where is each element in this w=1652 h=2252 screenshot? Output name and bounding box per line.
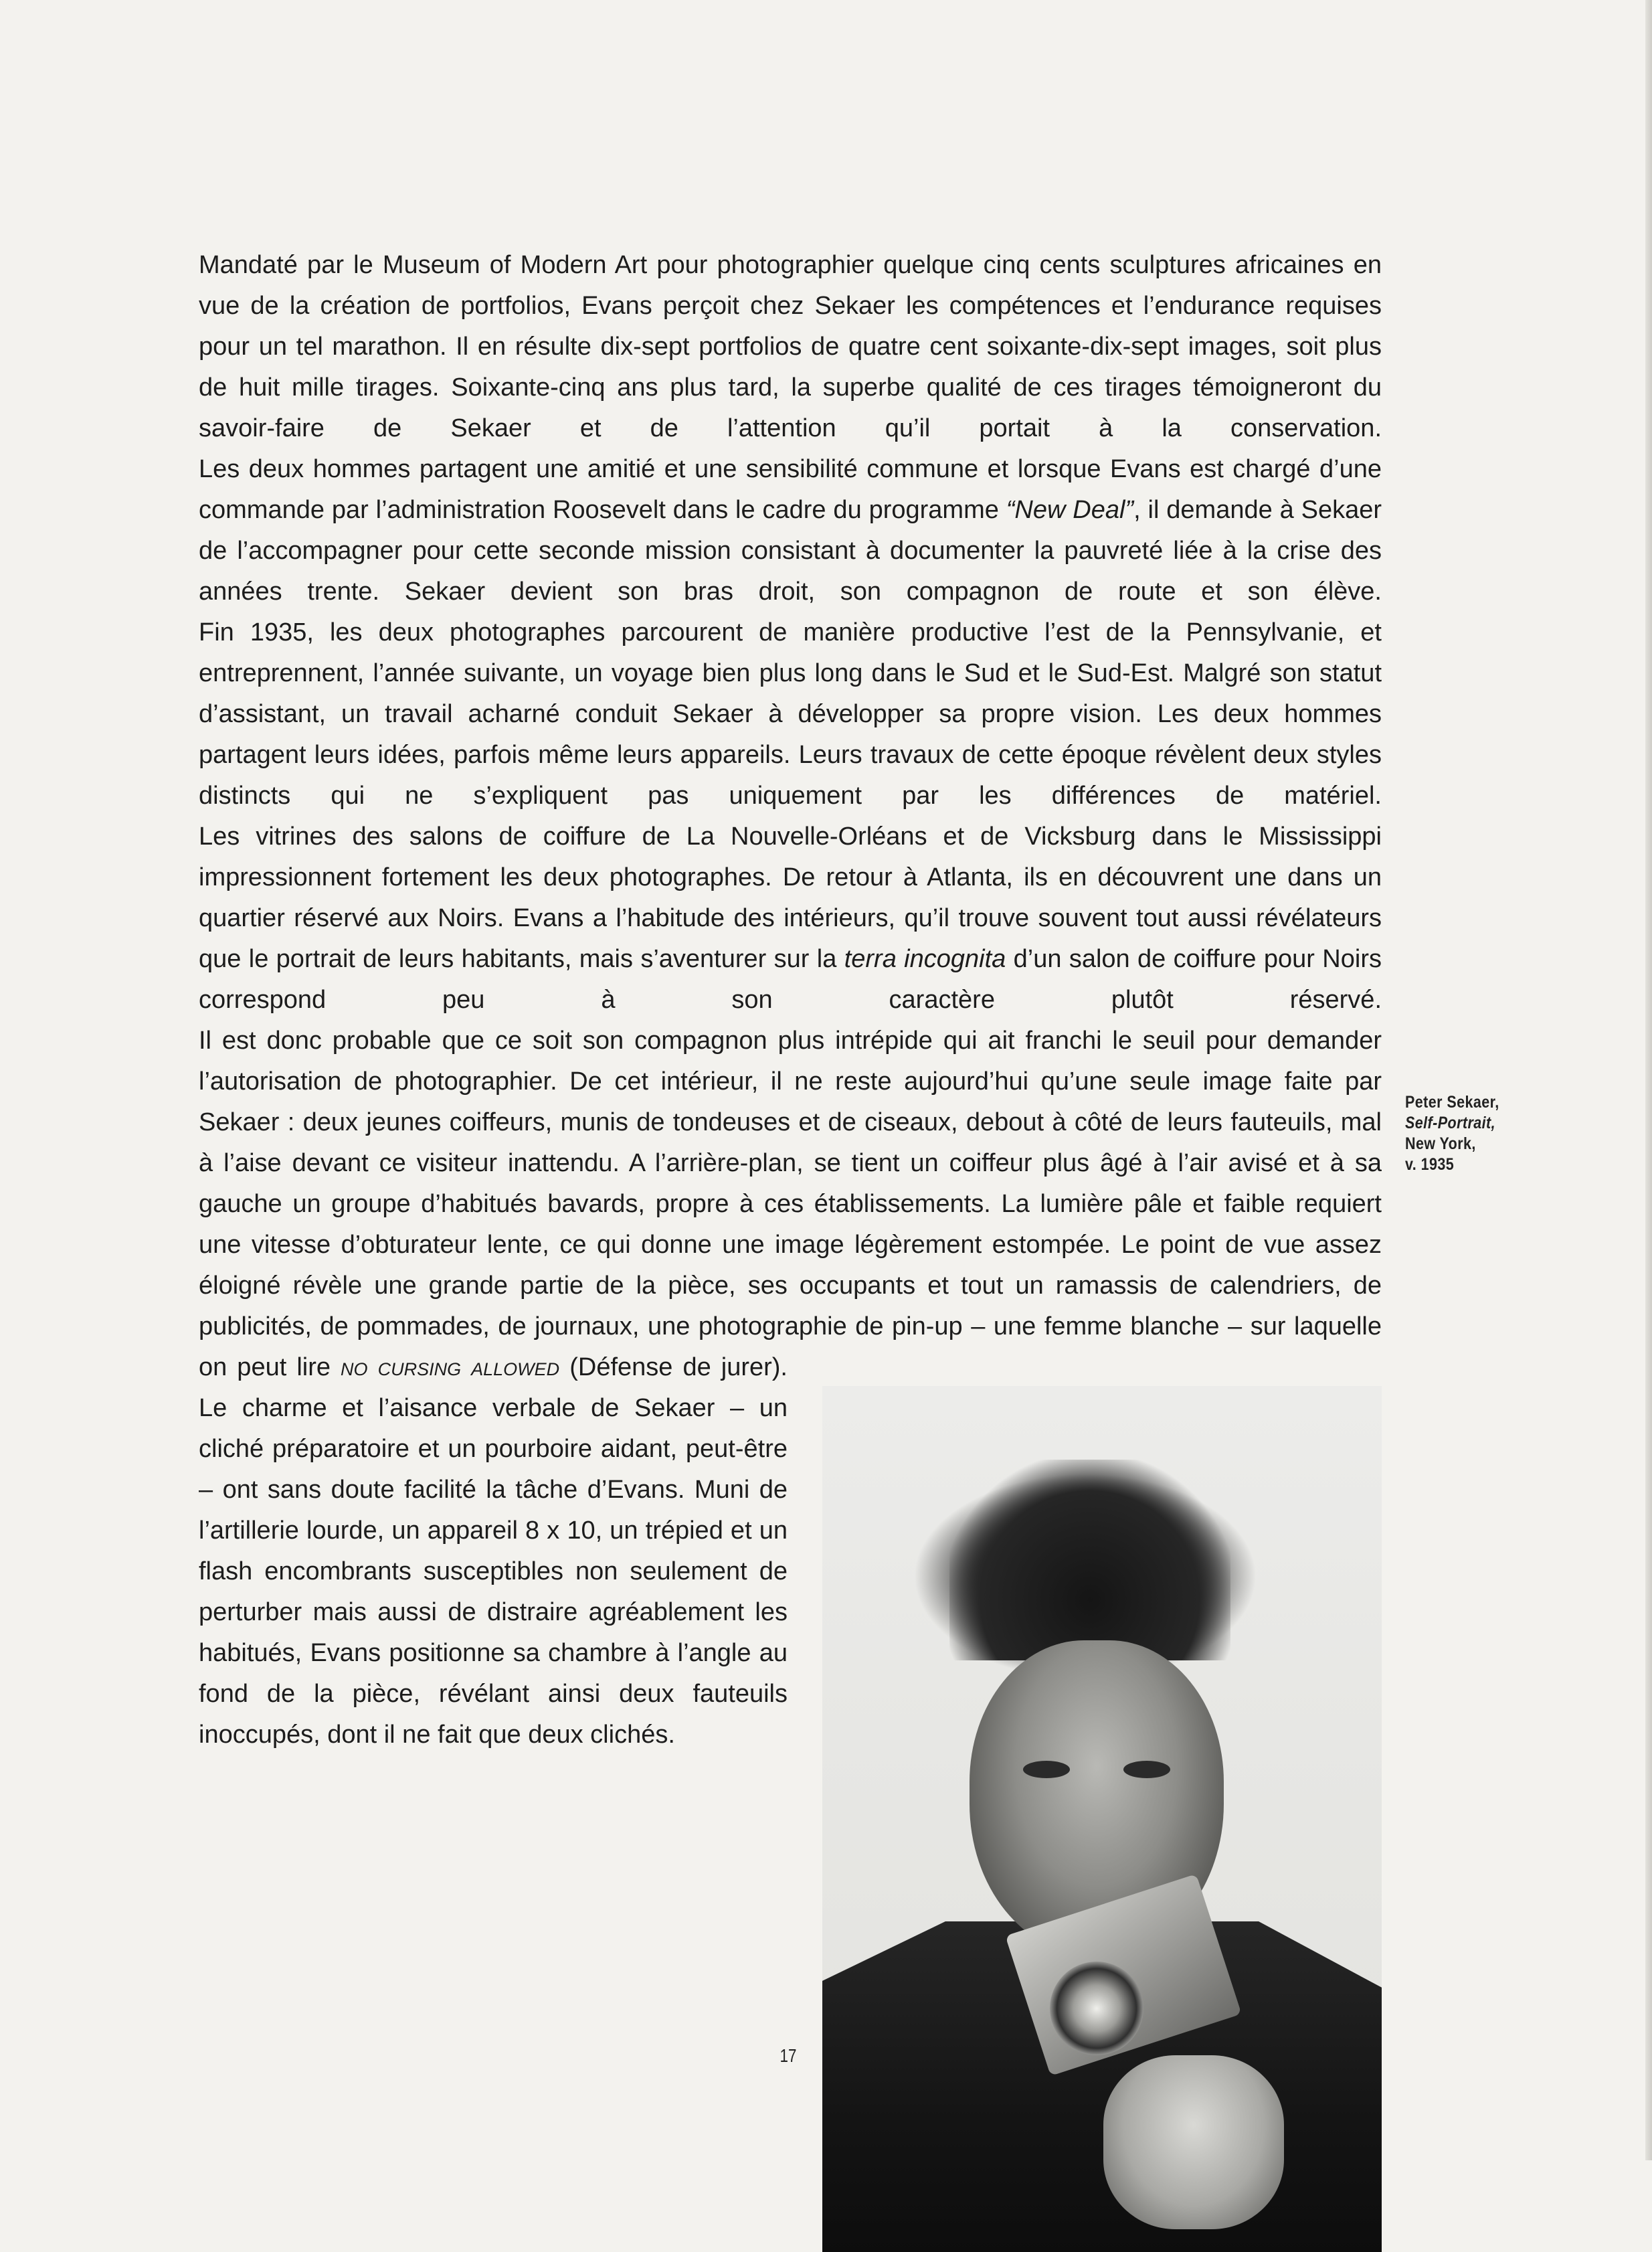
- photo-lens-shape: [1050, 1962, 1143, 2055]
- paragraph-2-text-a: Les deux hommes partagent une amitié et une sensibilité commune et lorsque Evans est chargé d’une commande par l’administration Roosevelt dans le cadre du programme: [199, 455, 1382, 524]
- self-portrait-photo: [822, 1386, 1382, 2252]
- page-number: 17: [779, 2045, 797, 2066]
- caption-place: New York,: [1405, 1134, 1476, 1153]
- paragraph-2: [199, 449, 1382, 612]
- paragraph-4-text-a: Les vitrines des salons de coiffure de La Nouvelle-Orléans et de Vicksburg dans le Mississippi impressionnent fortement les deux photographes. De retour à Atlanta, ils en découvrent une dans un quartier réservé aux Noirs. Evans a l’habitude des intérieurs, qu’il trouve souvent tout aussi révélateurs que le portrait de leurs habitants, mais s’aventurer sur la: [199, 822, 1382, 973]
- paragraph-4: [199, 816, 1382, 1021]
- article-body: [199, 245, 1382, 2252]
- photo-left-eye-shape: [1023, 1761, 1070, 1778]
- page-edge: [1645, 0, 1652, 2160]
- paragraph-1-text: Mandaté par le Museum of Modern Art pour photographier quelque cinq cents sculptures africaines en vue de la création de portfolios, Evans perçoit chez Sekaer les compétences et l’endurance requises pour un tel marathon. Il en résulte dix-sept portfolios de quatre cent soixante-dix-sept images, soit plus de huit mille tirages. Soixante-cinq ans plus tard, la superbe qualité de ces tirages témoigneront du savoir-faire de Sekaer et de l’attention qu’il portait à la conservation.: [199, 251, 1382, 442]
- paragraph-1: [199, 245, 1382, 449]
- caption-title: Self-Portrait,: [1405, 1114, 1496, 1132]
- photo-hair-shape: [949, 1460, 1230, 1660]
- paragraph-3-text: Fin 1935, les deux photographes parcourent de manière productive l’est de la Pennsylvanie, et entreprennent, l’année suivante, un voyage bien plus long dans le Sud et le Sud-Est. Malgré son statut d’assistant, un travail acharné conduit Sekaer à développer sa propre vision. Les deux hommes partagent leurs idées, parfois même leurs appareils. Leurs travaux de cette époque révèlent deux styles distincts qui ne s’expliquent pas uniquement par les différences de matériel.: [199, 618, 1382, 810]
- new-deal-italic: “New Deal”: [1006, 496, 1134, 524]
- no-cursing-allowed-smallcaps: no cursing allowed: [341, 1353, 560, 1381]
- photo-hand-shape: [1103, 2055, 1284, 2229]
- paragraph-5-text-a: Il est donc probable que ce soit son compagnon plus intrépide qui ait franchi le seuil pour demander l’autorisation de photographier. De cet intérieur, il ne reste aujourd’hui qu’une seule image faite par Sekaer : deux jeunes coiffeurs, munis de tondeuses et de ciseaux, debout à côté de leurs fauteuils, mal à l’aise devant ce visiteur inattendu. A l’arrière-plan, se tient un coiffeur plus âgé à l’air avisé et à sa gauche un groupe d’habitués bavards, propre à ces établissements. La lumière pâle et faible requiert une vitesse d’obturateur lente, ce qui donne une image légèrement estompée. Le point de vue assez éloigné révèle une grande partie de la pièce, ses occupants et tout un ramassis de calendriers, de publicités, de pommades, de journaux, une photographie de pin-up – une femme blanche – sur laquelle on peut lire: [199, 1027, 1382, 1381]
- paragraph-5-text-c: (Défense de jurer). Le charme et l’aisance verbale de Sekaer – un cliché préparatoire et un pourboire aidant, peut-être – ont sans doute facilité la tâche d’Evans. Muni de l’artillerie lourde, un appareil 8 x 10, un trépied et un flash encombrants susceptibles non seulement de perturber mais aussi de distraire agréablement les habitués, Evans positionne sa chambre à l’angle au fond de la pièce, révélant ainsi deux fauteuils inoccupés, dont il ne fait que deux clichés.: [199, 1353, 788, 1749]
- paragraph-4-text-b: d’un salon de coiffure pour Noirs correspond peu à son caractère plutôt réservé.: [199, 945, 1382, 1014]
- terra-incognita-italic: terra incognita: [844, 945, 1006, 973]
- caption-date: v. 1935: [1405, 1155, 1455, 1174]
- photo-caption: [1405, 1092, 1538, 1175]
- paragraph-2-text-b: , il demande à Sekaer de l’accompagner pour cette seconde mission consistant à documenter la pauvreté liée à la crise des années trente. Sekaer devient son bras droit, son compagnon de route et son élève.: [199, 496, 1382, 606]
- caption-author: Peter Sekaer,: [1405, 1093, 1499, 1112]
- paragraph-5: [199, 1021, 1382, 1755]
- photo-right-eye-shape: [1123, 1761, 1170, 1778]
- paragraph-3: [199, 612, 1382, 816]
